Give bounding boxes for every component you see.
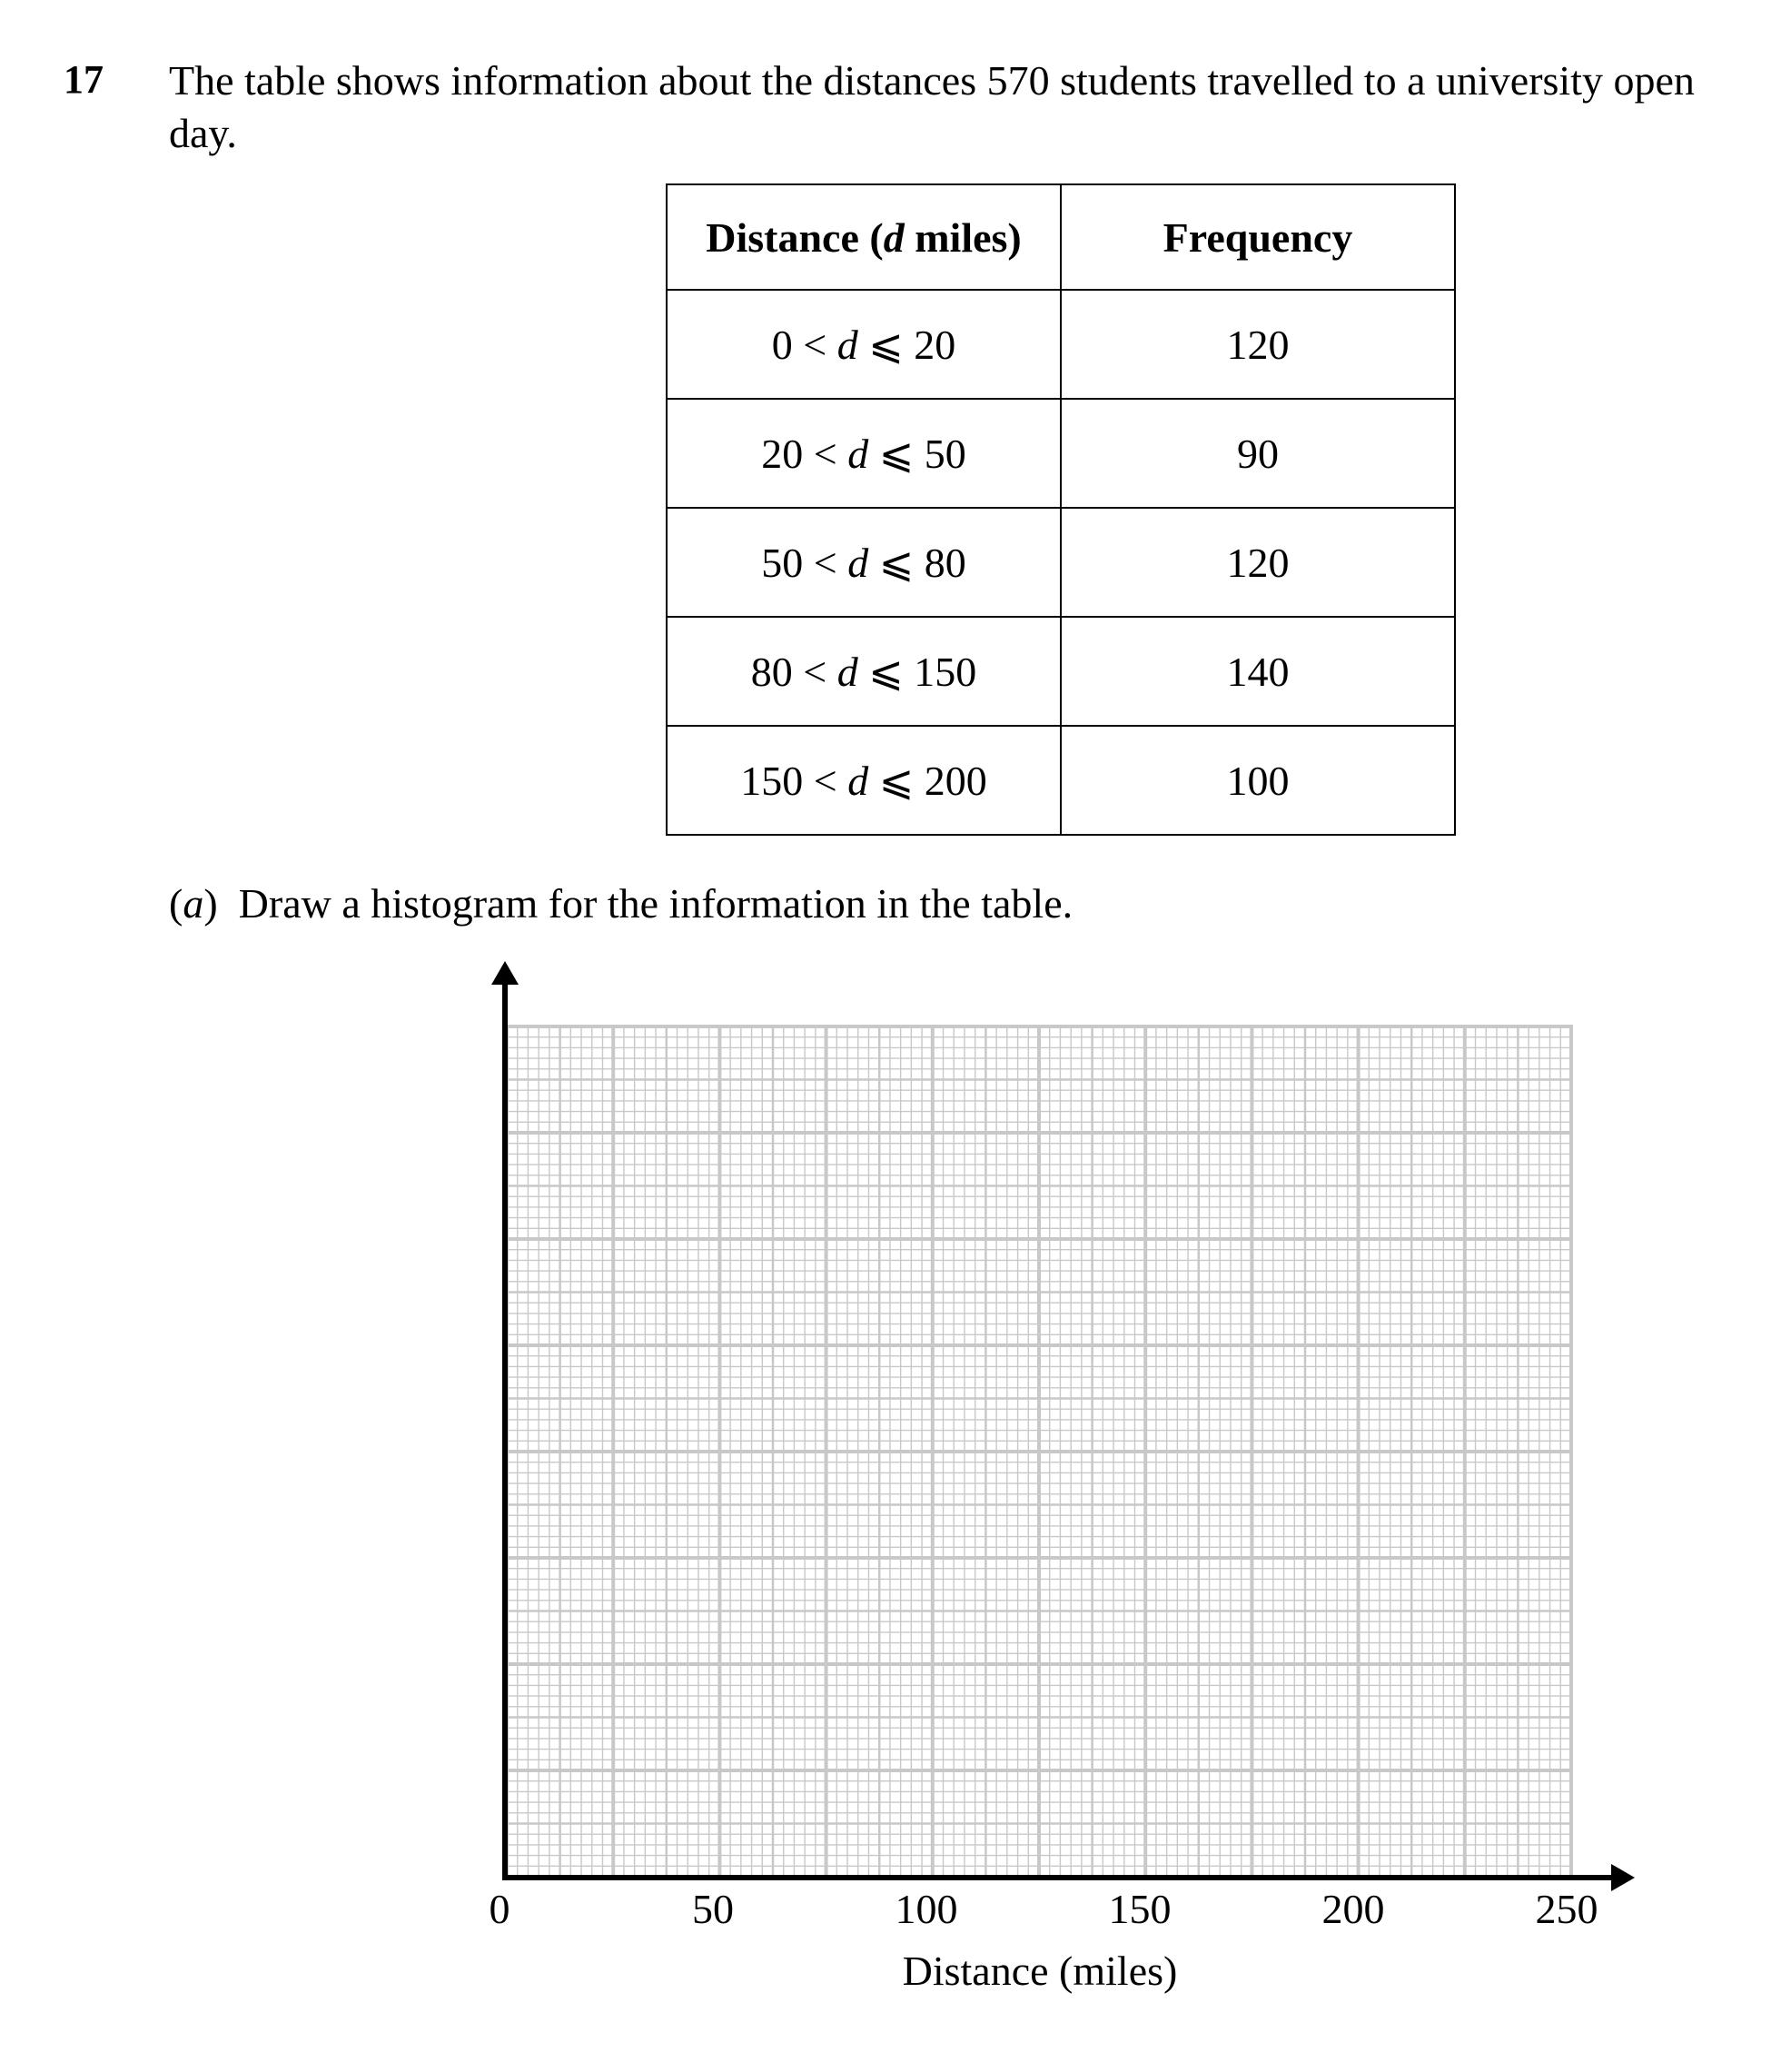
frequency-cell: 100 <box>1061 726 1455 835</box>
frequency-cell: 120 <box>1061 290 1455 399</box>
x-tick-label: 100 <box>895 1886 958 1932</box>
part-a-text: Draw a histogram for the information in the table. <box>238 880 1074 927</box>
x-tick-label: 200 <box>1321 1886 1385 1932</box>
question-stem: The table shows information about the distances 570 students travelled to a university open day. <box>169 57 1695 156</box>
frequency-cell: 120 <box>1061 508 1455 617</box>
question-number: 17 <box>64 57 104 102</box>
y-axis-arrow <box>491 961 519 985</box>
x-axis-label: Distance (miles) <box>902 1948 1178 1994</box>
part-a-letter: a <box>183 880 204 927</box>
frequency-cell: 140 <box>1061 617 1455 726</box>
x-axis-arrow <box>1611 1864 1635 1891</box>
frequency-cell: 90 <box>1061 399 1455 508</box>
frequency-header: Frequency <box>1061 184 1455 290</box>
x-tick-label: 50 <box>692 1886 734 1932</box>
x-tick-label: 150 <box>1108 1886 1172 1932</box>
distance-interval-cell: 50 < d ⩽ 80 <box>667 508 1061 617</box>
x-tick-label: 0 <box>489 1886 510 1932</box>
x-tick-label: 250 <box>1535 1886 1598 1932</box>
distance-interval-cell: 80 < d ⩽ 150 <box>667 617 1061 726</box>
x-tick-labels <box>490 1886 1598 1932</box>
part-a-instruction: (a) Draw a histogram for the information in the table. <box>169 880 1074 927</box>
distance-interval-cell: 150 < d ⩽ 200 <box>667 726 1061 835</box>
distance-interval-cell: 20 < d ⩽ 50 <box>667 399 1061 508</box>
distance-header: Distance (d miles) <box>667 184 1061 290</box>
distance-interval-cell: 0 < d ⩽ 20 <box>667 290 1061 399</box>
